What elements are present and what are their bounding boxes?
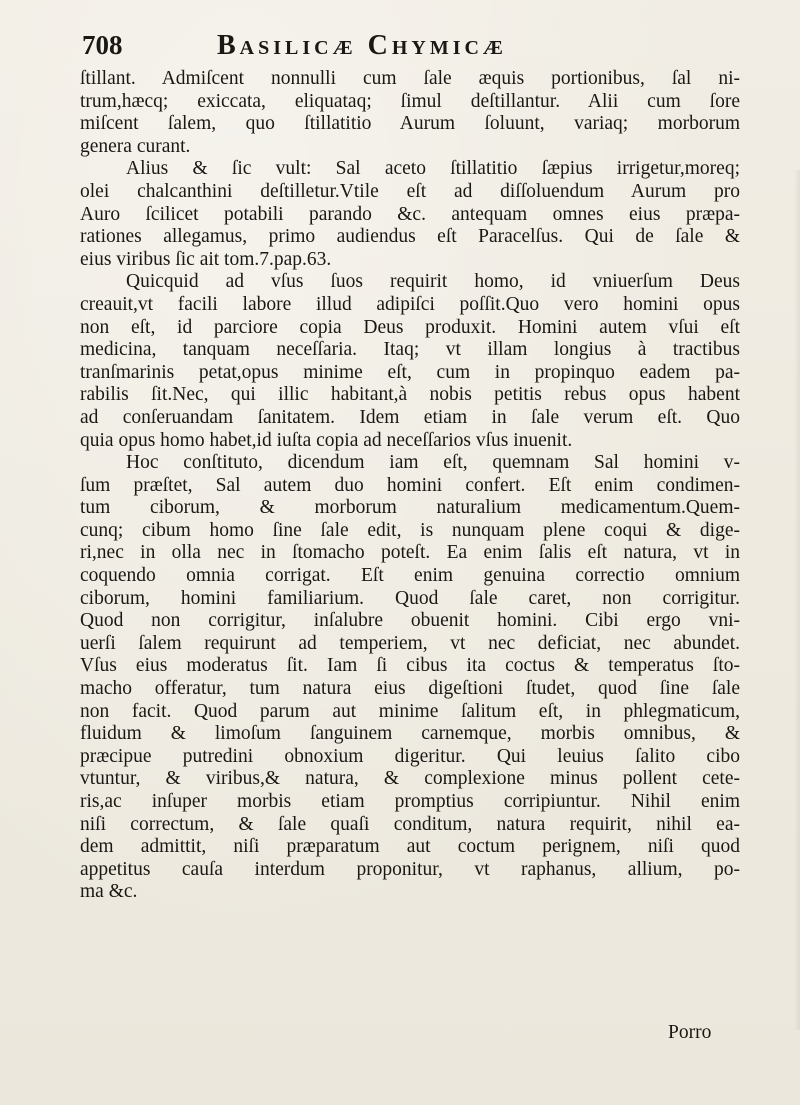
text-line: tum ciborum, & morborum naturalium medicamentum.Quem- — [80, 497, 740, 519]
text-line: ri,nec in olla nec in ſtomacho poteſt. Ea enim ſalis eſt natura, vt in — [80, 542, 740, 564]
text-line: cunq; cibum homo ſine ſale edit, is nunquam plene coqui & dige- — [80, 519, 740, 541]
text-line: ad conſeruandam ſanitatem. Idem etiam in ſale verum eſt. Quo — [80, 406, 740, 428]
text-line: appetitus cauſa interdum proponitur, vt raphanus, allium, po- — [80, 858, 740, 880]
text-line: ſum præſtet, Sal autem duo homini confert. Eſt enim condimen- — [80, 474, 740, 496]
text-line: ciborum, homini familiarium. Quod ſale caret, non corrigitur. — [80, 587, 740, 609]
text-line: Quicquid ad vſus ſuos requirit homo, id vniuerſum Deus — [126, 271, 740, 293]
text-line: ſtillant. Admiſcent nonnulli cum ſale æquis portionibus, ſal ni- — [80, 68, 740, 89]
text-line: Auro ſcilicet potabili parando &c. antequam omnes eius præpa- — [80, 203, 740, 225]
page-header — [82, 20, 722, 70]
text-line: non eſt, id parciore copia Deus produxit. Homini autem vſui eſt — [80, 316, 740, 338]
text-line: Hoc conſtituto, dicendum iam eſt, quemnam Sal homini v- — [126, 452, 740, 474]
text-line: creauit,vt facili labore illud adipiſci poſſit.Quo vero homini opus — [80, 293, 740, 315]
text-line: præcipue putredini obnoxium digeritur. Qui leuius ſalito cibo — [80, 745, 740, 767]
text-line: rationes allegamus, primo audiendus eſt Paracelſus. Qui de ſale & — [80, 226, 740, 248]
body-text — [80, 68, 740, 904]
text-line: ma &c. — [80, 881, 138, 903]
text-line: vtuntur, & viribus,& natura, & complexione minus pollent cete- — [80, 768, 740, 790]
page-edge-shadow — [794, 170, 800, 1030]
text-line: quia opus homo habet,id iuſta copia ad neceſſarios vſus inuenit. — [80, 429, 573, 451]
text-line: niſi correctum, & ſale quaſi conditum, natura requirit, nihil ea- — [80, 813, 740, 835]
text-line: dem admittit, niſi præparatum aut coctum perignem, niſi quod — [80, 836, 740, 858]
text-line: medicina, tanquam neceſſaria. Itaq; vt illam longius à tractibus — [80, 339, 740, 361]
text-line: Alius & ſic vult: Sal aceto ſtillatitio ſæpius irrigetur,moreq; — [126, 158, 740, 180]
text-line: miſcent ſalem, quo ſtillatitio Aurum ſoluunt, variaq; morborum — [80, 113, 740, 135]
text-line: tranſmarinis petat,opus minime eſt, cum in propinquo eadem pa- — [80, 361, 740, 383]
text-line: Vſus eius moderatus ſit. Iam ſi cibus ita coctus & temperatus ſto- — [80, 655, 740, 677]
text-line: genera curant. — [80, 135, 191, 157]
text-line: Quod non corrigitur, inſalubre obuenit homini. Cibi ergo vni- — [80, 610, 740, 632]
text-line: ris,ac inſuper morbis etiam promptius corripiuntur. Nihil enim — [80, 791, 740, 812]
running-title: Basilicæ Chymicæ — [217, 30, 507, 61]
text-line: rabilis ſit.Nec, qui illic habitant,à nobis petitis rebus opus habent — [80, 384, 740, 406]
page-number: 708 — [82, 30, 123, 60]
text-line: coquendo omnia corrigat. Eſt enim genuina correctio omnium — [80, 565, 740, 587]
text-line: uerſi ſalem requirunt ad temperiem, vt nec deficiat, nec abundet. — [80, 632, 740, 654]
text-line: non facit. Quod parum aut minime ſalitum eſt, in phlegmaticum, — [80, 700, 740, 722]
text-line: macho offeratur, tum natura eius digeſtioni ſtudet, quod ſine ſale — [80, 678, 740, 700]
text-line: trum,hæcq; exiccata, eliquataq; ſimul deſtillantur. Alii cum ſore — [80, 90, 740, 112]
catchword: Porro — [668, 1022, 712, 1043]
text-line: olei chalcanthini deſtilletur.Vtile eſt ad diſſoluendum Aurum pro — [80, 180, 740, 202]
text-line: fluidum & limoſum ſanguinem carnemque, morbis omnibus, & — [80, 723, 740, 745]
text-line: eius viribus ſic ait tom.7.pap.63. — [80, 248, 332, 270]
